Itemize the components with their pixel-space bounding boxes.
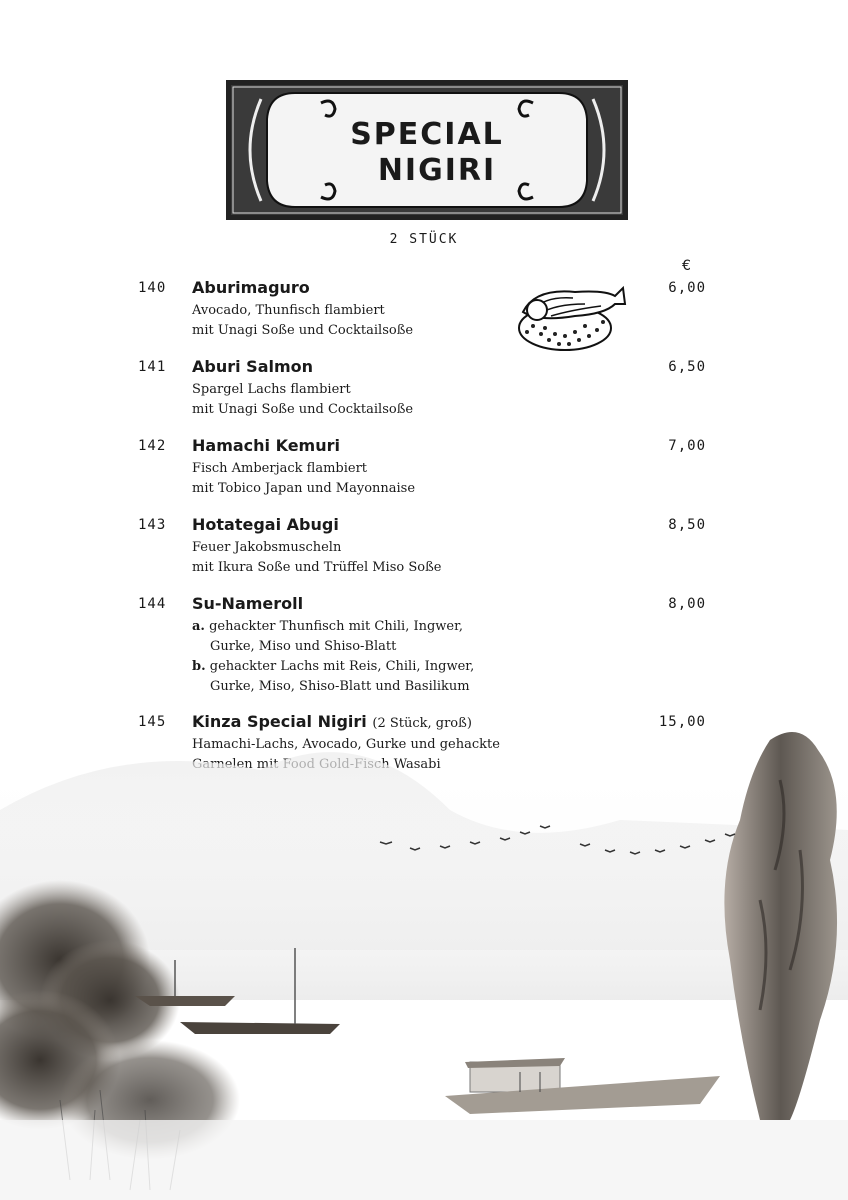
item-number: 144 <box>138 596 167 612</box>
item-description: Spargel Lachs flambiert mit Unagi Soße und Cocktailsoße <box>192 382 414 417</box>
item-name: Hotategai Abugi <box>192 515 339 534</box>
item-description: Fisch Amberjack flambiert mit Tobico Japan und Mayonnaise <box>192 461 416 496</box>
item-description: Hamachi-Lachs, Avocado, Gurke und gehackte <box>192 737 500 752</box>
ink-landscape-illustration-icon <box>0 700 848 1200</box>
option-a: a. gehackter Thunfisch mit Chili, Ingwer, <box>192 619 464 634</box>
nigiri-sushi-icon <box>515 282 627 354</box>
item-price: 6,00 <box>668 280 706 296</box>
option-b: b. gehackter Lachs mit Reis, Chili, Ingwer, <box>192 659 475 674</box>
item-number: 140 <box>138 280 167 296</box>
item-number: 141 <box>138 359 167 375</box>
item-number: 143 <box>138 517 167 533</box>
item-name: Aburi Salmon <box>192 357 314 376</box>
item-price: 15,00 <box>658 714 706 730</box>
item-description: Avocado, Thunfisch flambiert mit Unagi Soße und Cocktailsoße <box>192 303 414 338</box>
item-price: 6,50 <box>668 359 706 375</box>
item-price: 8,00 <box>668 596 706 612</box>
item-note: (2 Stück, groß) <box>372 716 472 731</box>
item-price: 7,00 <box>668 438 706 454</box>
page-title-line-2: NIGIRI <box>377 153 497 188</box>
item-number: 145 <box>138 714 167 730</box>
item-price: 8,50 <box>668 517 706 533</box>
page-title-line-1: SPECIAL <box>350 117 504 152</box>
item-description: a. gehackter Thunfisch mit Chili, Ingwer, Gurke, Miso und Shiso-Blatt b. gehackter Lachs mit Reis, Chili, Ingwer, Gurke, Miso, Shiso-Blatt und Basilikum <box>192 619 475 694</box>
page-subtitle: 2 STÜCK <box>389 232 459 247</box>
item-name: Su-Nameroll <box>192 594 304 613</box>
item-description: Feuer Jakobsmuscheln mit Ikura Soße und Trüffel Miso Soße <box>192 540 442 575</box>
item-name: Hamachi Kemuri <box>192 436 340 455</box>
currency-label: € <box>682 258 691 274</box>
item-name: Aburimaguro <box>192 278 310 297</box>
item-name: Kinza Special Nigiri (2 Stück, groß) <box>192 712 472 731</box>
title-plaque <box>225 79 629 221</box>
item-number: 142 <box>138 438 167 454</box>
